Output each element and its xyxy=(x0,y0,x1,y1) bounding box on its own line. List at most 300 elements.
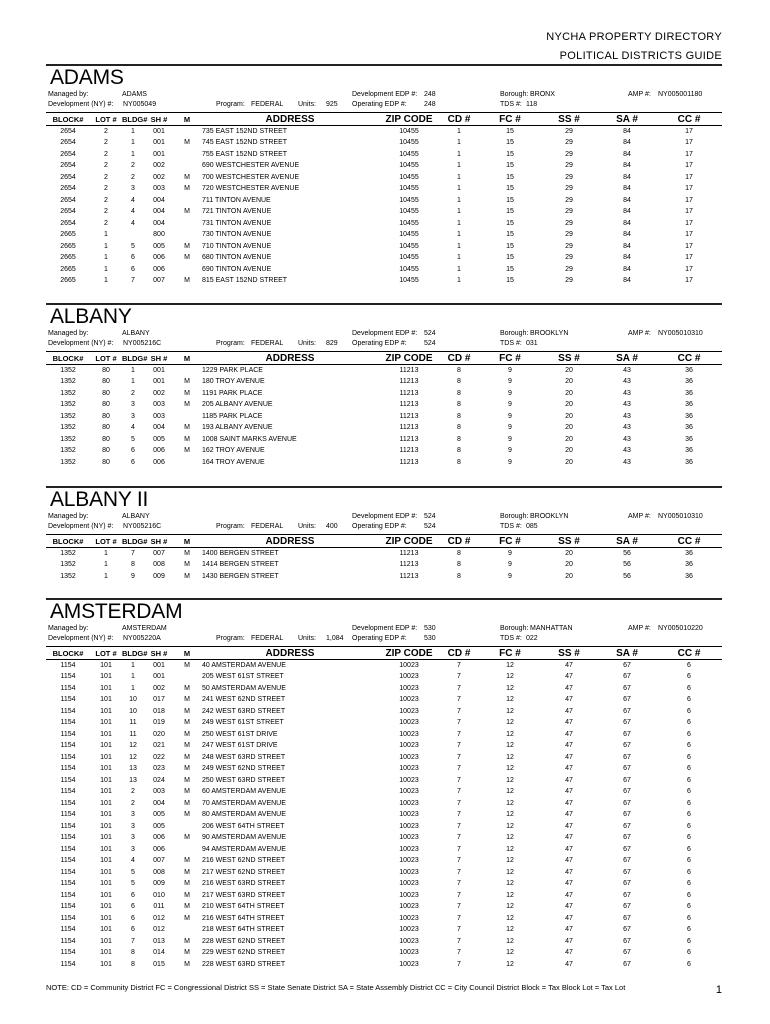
ss-cell: 47 xyxy=(565,753,573,761)
lot-cell: 101 xyxy=(100,914,112,922)
fc-header: FC # xyxy=(480,647,540,660)
m-cell: M xyxy=(184,435,190,443)
zip-cell: 10023 xyxy=(399,868,419,876)
block-cell: 1352 xyxy=(60,389,76,397)
address-cell: 210 WEST 64TH STREET xyxy=(202,903,285,911)
cd-cell: 7 xyxy=(457,799,461,807)
ss-cell: 20 xyxy=(565,458,573,466)
sa-cell: 84 xyxy=(623,254,631,262)
cc-cell: 6 xyxy=(687,903,691,911)
sa-cell: 67 xyxy=(623,937,631,945)
development-meta xyxy=(46,329,722,351)
m-cell: M xyxy=(184,139,190,147)
cd-cell: 7 xyxy=(457,822,461,830)
zip-cell: 10023 xyxy=(399,730,419,738)
footnote: NOTE: CD = Community District FC = Congressional District SS = State Senate District SA = State Assembly District CC = City Council District Block = Tax Block Lot = Tax Lot xyxy=(46,983,626,992)
block-cell: 2654 xyxy=(60,219,76,227)
table-row xyxy=(46,706,722,718)
table-row xyxy=(46,821,722,833)
address-cell: 755 EAST 152ND STREET xyxy=(202,150,288,158)
tds-value: 085 xyxy=(526,523,538,530)
bldg-cell: 4 xyxy=(131,196,135,204)
zip-cell: 10455 xyxy=(399,185,419,193)
m-cell: M xyxy=(184,903,190,911)
sh-cell: 001 xyxy=(153,673,165,681)
building-table xyxy=(46,534,722,582)
fc-cell: 12 xyxy=(506,684,514,692)
lot-cell: 1 xyxy=(104,550,108,557)
cc-cell: 17 xyxy=(685,208,693,216)
table-row xyxy=(46,149,722,161)
bldg-cell: 6 xyxy=(131,914,135,922)
table-header-row xyxy=(46,535,722,548)
block-cell: 1154 xyxy=(60,776,76,784)
m-cell xyxy=(174,160,200,172)
ss-cell: 29 xyxy=(565,162,573,170)
address-cell: 50 AMSTERDAM AVENUE xyxy=(202,684,286,692)
cd-cell: 7 xyxy=(457,903,461,911)
table-row xyxy=(46,399,722,411)
table-row xyxy=(46,445,722,457)
bldg-cell: 4 xyxy=(131,424,135,432)
ss-cell: 29 xyxy=(565,208,573,216)
address-cell: 711 TINTON AVENUE xyxy=(202,196,271,204)
block-cell: 1154 xyxy=(60,788,76,796)
address-cell: 216 WEST 64TH STREET xyxy=(202,914,285,922)
bldg-cell: 9 xyxy=(131,572,135,580)
dev-edp-label: Development EDP #: xyxy=(352,513,418,520)
development-meta xyxy=(46,512,722,534)
units-value: 1,084 xyxy=(326,635,344,642)
address-cell: 228 WEST 63RD STREET xyxy=(202,960,286,968)
sh-cell: 008 xyxy=(153,561,165,569)
sa-cell: 84 xyxy=(623,128,631,135)
sa-cell: 67 xyxy=(623,891,631,899)
dev-edp-value: 524 xyxy=(424,330,436,337)
zip-header: ZIP CODE xyxy=(380,113,438,126)
address-cell: 248 WEST 63RD STREET xyxy=(202,753,286,761)
ss-cell: 47 xyxy=(565,937,573,945)
fc-cell: 12 xyxy=(506,926,514,934)
fc-cell: 9 xyxy=(508,447,512,455)
address-cell: 218 WEST 64TH STREET xyxy=(202,926,285,934)
zip-cell: 11213 xyxy=(399,389,419,397)
address-cell: 710 TINTON AVENUE xyxy=(202,242,272,250)
block-cell: 1154 xyxy=(60,845,76,853)
sa-cell: 56 xyxy=(623,561,631,569)
block-cell: 1154 xyxy=(60,903,76,911)
table-row xyxy=(46,229,722,241)
bldg-cell: 3 xyxy=(131,834,135,842)
sh-cell: 019 xyxy=(153,719,165,727)
directory-title: NYCHA PROPERTY DIRECTORY xyxy=(546,31,722,43)
ss-cell: 47 xyxy=(565,673,573,681)
zip-cell: 10023 xyxy=(399,811,419,819)
cd-cell: 1 xyxy=(457,254,461,262)
lot-cell: 2 xyxy=(104,162,108,170)
block-cell: 1352 xyxy=(60,367,76,374)
zip-cell: 11213 xyxy=(399,367,419,374)
zip-header: ZIP CODE xyxy=(380,352,438,365)
cc-cell: 17 xyxy=(685,139,693,147)
cc-cell: 6 xyxy=(687,857,691,865)
zip-cell: 11213 xyxy=(399,458,419,466)
address-cell: 217 WEST 63RD STREET xyxy=(202,891,286,899)
ss-cell: 29 xyxy=(565,242,573,250)
address-cell: 721 TINTON AVENUE xyxy=(202,208,272,216)
managed-by-value: ALBANY xyxy=(122,513,150,520)
cd-cell: 7 xyxy=(457,891,461,899)
lot-cell: 80 xyxy=(102,458,110,466)
bldg-cell: 3 xyxy=(131,412,135,420)
cd-cell: 7 xyxy=(457,811,461,819)
cc-cell: 17 xyxy=(685,150,693,158)
sh-cell: 005 xyxy=(153,242,165,250)
sa-cell: 43 xyxy=(623,378,631,386)
bldg-cell: 1 xyxy=(131,673,135,681)
block-cell: 2665 xyxy=(60,231,76,239)
table-row xyxy=(46,241,722,253)
sa-cell: 84 xyxy=(623,242,631,250)
sh-cell: 012 xyxy=(153,926,165,934)
table-row xyxy=(46,660,722,672)
address-cell: 250 WEST 63RD STREET xyxy=(202,776,286,784)
sa-cell: 67 xyxy=(623,776,631,784)
cd-header: CD # xyxy=(438,535,480,548)
address-cell: 217 WEST 62ND STREET xyxy=(202,868,286,876)
ss-cell: 20 xyxy=(565,389,573,397)
ss-cell: 29 xyxy=(565,185,573,193)
cd-cell: 1 xyxy=(457,128,461,135)
cd-cell: 1 xyxy=(457,242,461,250)
cd-cell: 7 xyxy=(457,765,461,773)
op-edp-value: 530 xyxy=(424,635,436,642)
borough-label: Borough: xyxy=(500,330,529,337)
table-row xyxy=(46,252,722,264)
ss-cell: 47 xyxy=(565,719,573,727)
bldg-cell: 1 xyxy=(131,662,135,669)
lot-cell: 1 xyxy=(104,561,108,569)
cc-cell: 17 xyxy=(685,242,693,250)
sh-header: SH # xyxy=(144,535,174,548)
cd-cell: 7 xyxy=(457,707,461,715)
ss-cell: 47 xyxy=(565,868,573,876)
zip-cell: 10455 xyxy=(399,277,419,285)
sh-cell: 003 xyxy=(153,185,165,193)
fc-cell: 9 xyxy=(508,412,512,420)
zip-header: ZIP CODE xyxy=(380,647,438,660)
bldg-cell: 1 xyxy=(131,378,135,386)
zip-cell: 10455 xyxy=(399,231,419,239)
sa-cell: 43 xyxy=(623,424,631,432)
sh-cell: 004 xyxy=(153,208,165,216)
sa-cell: 67 xyxy=(623,914,631,922)
borough-value: BROOKLYN xyxy=(530,330,569,337)
fc-cell: 15 xyxy=(506,150,514,158)
ss-cell: 47 xyxy=(565,891,573,899)
table-row xyxy=(46,434,722,446)
m-cell xyxy=(174,821,200,833)
zip-cell: 10455 xyxy=(399,139,419,147)
cd-cell: 7 xyxy=(457,788,461,796)
lot-cell: 1 xyxy=(104,277,108,285)
ss-cell: 20 xyxy=(565,424,573,432)
zip-cell: 10023 xyxy=(399,960,419,968)
development-title: ALBANY II xyxy=(50,488,149,511)
zip-cell: 10023 xyxy=(399,903,419,911)
address-cell: 193 ALBANY AVENUE xyxy=(202,424,273,432)
m-cell: M xyxy=(184,914,190,922)
lot-cell: 101 xyxy=(100,834,112,842)
units-value: 925 xyxy=(326,101,338,108)
lot-cell: 101 xyxy=(100,776,112,784)
fc-cell: 15 xyxy=(506,242,514,250)
block-cell: 2665 xyxy=(60,254,76,262)
bldg-cell: 1 xyxy=(131,367,135,374)
dev-edp-label: Development EDP #: xyxy=(352,330,418,337)
lot-cell: 101 xyxy=(100,719,112,727)
sh-cell: 007 xyxy=(153,550,165,557)
tds-label: TDS #: xyxy=(500,523,522,530)
zip-cell: 11213 xyxy=(399,435,419,443)
bldg-cell: 2 xyxy=(131,162,135,170)
ss-cell: 20 xyxy=(565,572,573,580)
sh-cell: 001 xyxy=(153,139,165,147)
table-row xyxy=(46,571,722,583)
cc-cell: 6 xyxy=(687,662,691,669)
zip-cell: 10023 xyxy=(399,662,419,669)
cd-cell: 8 xyxy=(457,550,461,557)
sa-header: SA # xyxy=(598,113,656,126)
m-cell: M xyxy=(184,776,190,784)
lot-cell: 2 xyxy=(104,185,108,193)
section-title-bar xyxy=(46,303,722,329)
address-cell: 690 WESTCHESTER AVENUE xyxy=(202,162,300,170)
sh-cell: 003 xyxy=(153,401,165,409)
development-ny-value: NY005220A xyxy=(123,635,161,642)
sh-cell: 800 xyxy=(153,231,165,239)
borough-value: BRONX xyxy=(530,91,555,98)
zip-cell: 10455 xyxy=(399,265,419,273)
ss-cell: 29 xyxy=(565,219,573,227)
lot-cell: 101 xyxy=(100,707,112,715)
zip-cell: 11213 xyxy=(399,561,419,569)
lot-cell: 101 xyxy=(100,696,112,704)
cc-cell: 17 xyxy=(685,173,693,181)
amp-label: AMP #: xyxy=(628,330,651,337)
block-cell: 1154 xyxy=(60,707,76,715)
table-row xyxy=(46,855,722,867)
cc-cell: 6 xyxy=(687,719,691,727)
op-edp-value: 524 xyxy=(424,340,436,347)
managed-by-label: Managed by: xyxy=(48,91,89,98)
lot-cell: 80 xyxy=(102,389,110,397)
bldg-cell: 7 xyxy=(131,550,135,557)
m-cell: M xyxy=(184,550,190,557)
bldg-cell: 3 xyxy=(131,811,135,819)
sa-cell: 84 xyxy=(623,196,631,204)
sa-cell: 84 xyxy=(623,173,631,181)
address-cell: 180 TROY AVENUE xyxy=(202,378,265,386)
fc-cell: 12 xyxy=(506,788,514,796)
fc-cell: 12 xyxy=(506,707,514,715)
sh-header: SH # xyxy=(144,352,174,365)
sa-cell: 67 xyxy=(623,880,631,888)
m-cell xyxy=(174,671,200,683)
borough-label: Borough: xyxy=(500,91,529,98)
table-row xyxy=(46,172,722,184)
sh-cell: 002 xyxy=(153,173,165,181)
sa-cell: 43 xyxy=(623,412,631,420)
block-cell: 1352 xyxy=(60,401,76,409)
bldg-cell: 6 xyxy=(131,254,135,262)
table-row xyxy=(46,160,722,172)
block-header: BLOCK# xyxy=(46,352,90,365)
fc-cell: 12 xyxy=(506,776,514,784)
fc-cell: 9 xyxy=(508,389,512,397)
m-cell xyxy=(174,218,200,230)
zip-cell: 11213 xyxy=(399,412,419,420)
block-cell: 2654 xyxy=(60,185,76,193)
development-ny-value: NY005049 xyxy=(123,101,157,108)
block-header: BLOCK# xyxy=(46,647,90,660)
sa-cell: 84 xyxy=(623,219,631,227)
lot-cell: 101 xyxy=(100,742,112,750)
block-cell: 2665 xyxy=(60,242,76,250)
address-cell: 1430 BERGEN STREET xyxy=(202,572,279,580)
table-row xyxy=(46,275,722,287)
amp-label: AMP #: xyxy=(628,625,651,632)
sh-cell: 020 xyxy=(153,730,165,738)
bldg-cell: 11 xyxy=(129,730,137,738)
lot-cell: 1 xyxy=(104,572,108,580)
table-row xyxy=(46,671,722,683)
lot-cell: 1 xyxy=(104,265,108,273)
address-cell: 205 ALBANY AVENUE xyxy=(202,401,273,409)
cd-cell: 1 xyxy=(457,150,461,158)
cd-cell: 1 xyxy=(457,139,461,147)
ss-header: SS # xyxy=(540,113,598,126)
bldg-cell: 5 xyxy=(131,435,135,443)
cd-cell: 1 xyxy=(457,196,461,204)
dev-edp-value: 524 xyxy=(424,513,436,520)
cd-cell: 1 xyxy=(457,265,461,273)
bldg-cell: 5 xyxy=(131,880,135,888)
m-cell xyxy=(174,149,200,161)
lot-header: LOT # xyxy=(90,535,122,548)
sa-cell: 67 xyxy=(623,926,631,934)
m-cell: M xyxy=(184,707,190,715)
cd-cell: 7 xyxy=(457,730,461,738)
ss-cell: 47 xyxy=(565,926,573,934)
tds-value: 022 xyxy=(526,635,538,642)
cd-cell: 8 xyxy=(457,412,461,420)
sa-cell: 67 xyxy=(623,811,631,819)
block-cell: 1352 xyxy=(60,458,76,466)
sh-cell: 021 xyxy=(153,742,165,750)
dev-edp-label: Development EDP #: xyxy=(352,625,418,632)
block-cell: 1154 xyxy=(60,662,76,669)
cd-cell: 7 xyxy=(457,845,461,853)
table-row xyxy=(46,775,722,787)
address-cell: 1185 PARK PLACE xyxy=(202,412,263,420)
building-table xyxy=(46,351,722,468)
address-cell: 1414 BERGEN STREET xyxy=(202,561,279,569)
fc-cell: 12 xyxy=(506,662,514,669)
cd-cell: 8 xyxy=(457,378,461,386)
sh-cell: 004 xyxy=(153,196,165,204)
lot-cell: 2 xyxy=(104,219,108,227)
address-cell: 730 TINTON AVENUE xyxy=(202,231,272,239)
sa-cell: 84 xyxy=(623,277,631,285)
cd-cell: 7 xyxy=(457,868,461,876)
cc-header: CC # xyxy=(656,113,722,126)
cd-cell: 7 xyxy=(457,696,461,704)
development-section xyxy=(46,486,722,582)
sh-cell: 001 xyxy=(153,367,165,374)
lot-cell: 101 xyxy=(100,937,112,945)
bldg-cell: 6 xyxy=(131,458,135,466)
sa-cell: 67 xyxy=(623,868,631,876)
sa-cell: 67 xyxy=(623,719,631,727)
zip-header: ZIP CODE xyxy=(380,535,438,548)
sh-cell: 014 xyxy=(153,949,165,957)
zip-cell: 11213 xyxy=(399,401,419,409)
table-row xyxy=(46,786,722,798)
fc-cell: 12 xyxy=(506,799,514,807)
block-cell: 1154 xyxy=(60,960,76,968)
development-section xyxy=(46,64,722,287)
bldg-header: BLDG# xyxy=(122,648,148,658)
bldg-cell: 8 xyxy=(131,949,135,957)
tds-label: TDS #: xyxy=(500,340,522,347)
managed-by-value: ALBANY xyxy=(122,330,150,337)
sa-cell: 67 xyxy=(623,753,631,761)
managed-by-label: Managed by: xyxy=(48,625,89,632)
cd-cell: 8 xyxy=(457,401,461,409)
m-cell: M xyxy=(184,378,190,386)
block-cell: 2654 xyxy=(60,208,76,216)
amp-value: NY005010310 xyxy=(658,513,703,520)
ss-cell: 47 xyxy=(565,662,573,669)
bldg-cell: 2 xyxy=(131,788,135,796)
sh-cell: 017 xyxy=(153,696,165,704)
lot-cell: 101 xyxy=(100,926,112,934)
lot-cell: 101 xyxy=(100,903,112,911)
fc-cell: 12 xyxy=(506,868,514,876)
ss-cell: 47 xyxy=(565,914,573,922)
bldg-cell: 5 xyxy=(131,868,135,876)
development-ny-label: Development (NY) #: xyxy=(48,340,114,347)
lot-cell: 101 xyxy=(100,788,112,796)
sa-cell: 67 xyxy=(623,684,631,692)
amp-label: AMP #: xyxy=(628,91,651,98)
lot-cell: 101 xyxy=(100,822,112,830)
zip-cell: 11213 xyxy=(399,550,419,557)
m-cell: M xyxy=(184,185,190,193)
fc-cell: 15 xyxy=(506,254,514,262)
cc-cell: 17 xyxy=(685,162,693,170)
m-cell: M xyxy=(184,730,190,738)
address-cell: 40 AMSTERDAM AVENUE xyxy=(202,662,286,669)
block-cell: 1154 xyxy=(60,799,76,807)
development-section xyxy=(46,598,722,970)
sa-cell: 67 xyxy=(623,765,631,773)
address-cell: 1400 BERGEN STREET xyxy=(202,550,279,557)
lot-cell: 101 xyxy=(100,684,112,692)
cd-cell: 7 xyxy=(457,914,461,922)
sh-cell: 004 xyxy=(153,219,165,227)
